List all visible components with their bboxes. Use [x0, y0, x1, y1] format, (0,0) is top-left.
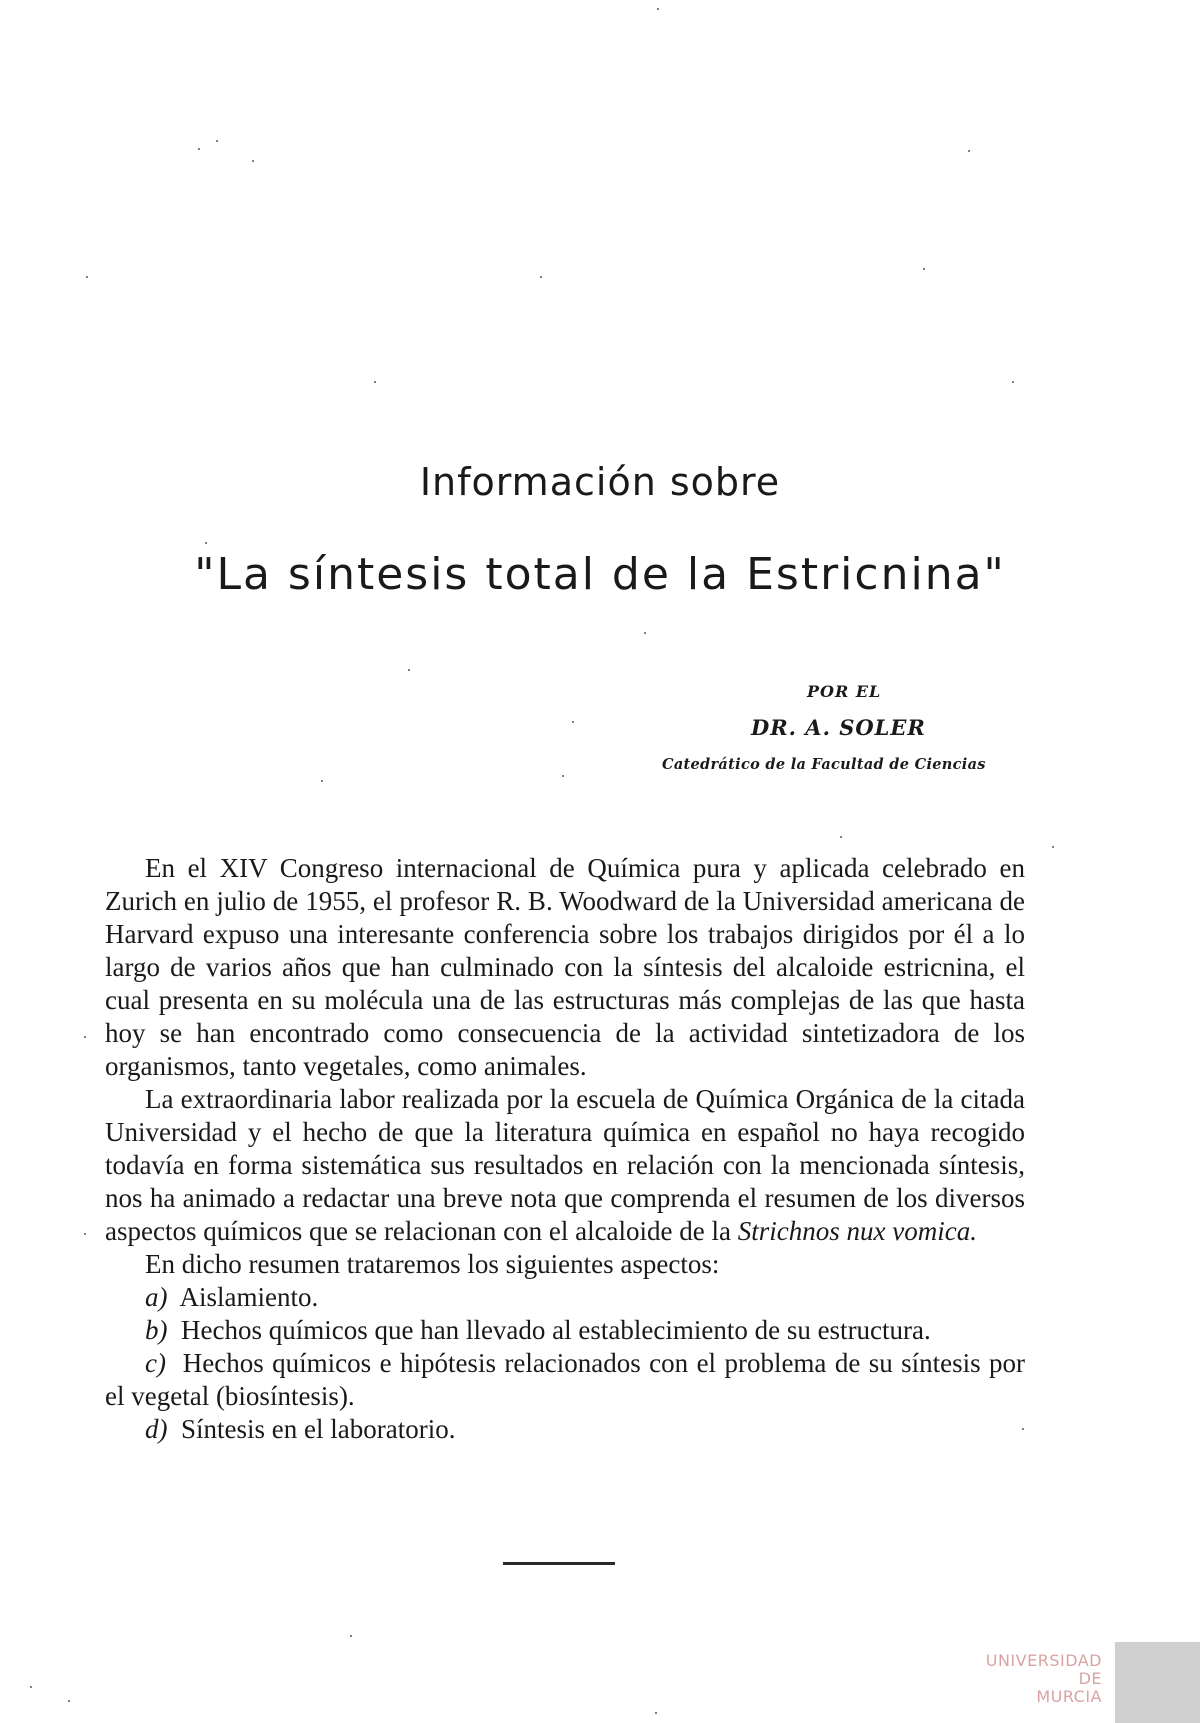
article-heading-line1: Información sobre — [419, 460, 781, 504]
scan-speck — [321, 780, 323, 782]
scan-speck — [84, 1233, 86, 1235]
scan-speck — [572, 721, 574, 723]
article-body — [105, 852, 1025, 1446]
list-text-a: Aislamiento. — [179, 1282, 319, 1312]
scan-speck — [1012, 381, 1014, 383]
scan-speck — [562, 775, 564, 777]
author-name: DR. A. SOLER — [751, 715, 926, 740]
paragraph-1: En el XIV Congreso internacional de Química pura y aplicada celebrado en Zurich en julio de 1955, el profesor R. B. Woodward de la Universidad americana de Harvard expuso una interesante conferencia sobre los trabajos dirigidos por él a lo largo de varios años que han culminado con la síntesis del alcaloide estricnina, el cual presenta en su molécula una de las estructuras más complejas de las que hasta hoy se han encontrado como consecuencia de la actividad sintetizadora de los organismos, tanto vegetales, como animales. — [105, 853, 1025, 1081]
university-watermark — [958, 1652, 1102, 1706]
scan-speck — [205, 542, 207, 544]
scan-speck — [923, 268, 925, 270]
scan-speck — [252, 160, 254, 162]
list-label-b: b) — [145, 1315, 168, 1345]
scan-speck — [30, 1686, 32, 1688]
list-item-a — [105, 1281, 1025, 1314]
scan-speck — [644, 632, 646, 634]
list-label-d: d) — [145, 1414, 168, 1444]
list-text-b: Hechos químicos que han llevado al establecimiento de su estructura. — [181, 1315, 931, 1345]
list-text-c: Hechos químicos e hipótesis relacionados con el problema de su síntesis por el vegetal (biosíntesis). — [105, 1348, 1026, 1411]
watermark-line2: MURCIA — [1036, 1687, 1102, 1706]
scan-speck — [216, 140, 218, 142]
paragraph-2 — [105, 1083, 1025, 1248]
scan-speck — [1052, 846, 1054, 848]
university-seal — [1115, 1642, 1200, 1723]
author-role: Catedrático de la Facultad de Ciencias — [662, 756, 986, 773]
paragraph-2-text: La extraordinaria labor realizada por la escuela de Química Orgánica de la citada Universidad y el hecho de que la literatura química en español no haya recogido todavía en forma sistemática sus resultados en relación con la mencionada síntesis, nos ha animado a redactar una breve nota que comprenda el resumen de los diversos aspectos químicos que se relacionan con el alcaloide de la — [105, 1084, 1025, 1246]
scan-speck — [840, 836, 842, 838]
scan-speck — [408, 669, 410, 671]
list-label-a: a) — [145, 1282, 168, 1312]
species-name: Strichnos nux vomica. — [737, 1216, 977, 1246]
scan-speck — [350, 1635, 352, 1637]
watermark-line1: UNIVERSIDAD DE — [985, 1651, 1102, 1688]
list-item-d — [105, 1413, 1025, 1446]
list-item-b — [105, 1314, 1025, 1347]
scan-speck — [1022, 1428, 1024, 1430]
list-text-d: Síntesis en el laboratorio. — [181, 1414, 456, 1444]
scan-speck — [84, 1036, 86, 1038]
article-title: "La síntesis total de la Estricnina" — [194, 549, 1006, 600]
scan-speck — [374, 381, 376, 383]
scan-speck — [68, 1700, 70, 1702]
end-rule — [503, 1562, 615, 1565]
byline-por: POR EL — [807, 682, 882, 701]
list-item-c — [105, 1347, 1025, 1413]
scan-speck — [540, 276, 542, 278]
paragraph-3: En dicho resumen trataremos los siguientes aspectos: — [145, 1249, 720, 1279]
scan-speck — [968, 150, 970, 152]
scan-speck — [655, 1712, 657, 1714]
scan-speck — [198, 148, 200, 150]
list-label-c: c) — [145, 1348, 166, 1378]
scan-speck — [86, 276, 88, 278]
scan-speck — [657, 8, 659, 10]
